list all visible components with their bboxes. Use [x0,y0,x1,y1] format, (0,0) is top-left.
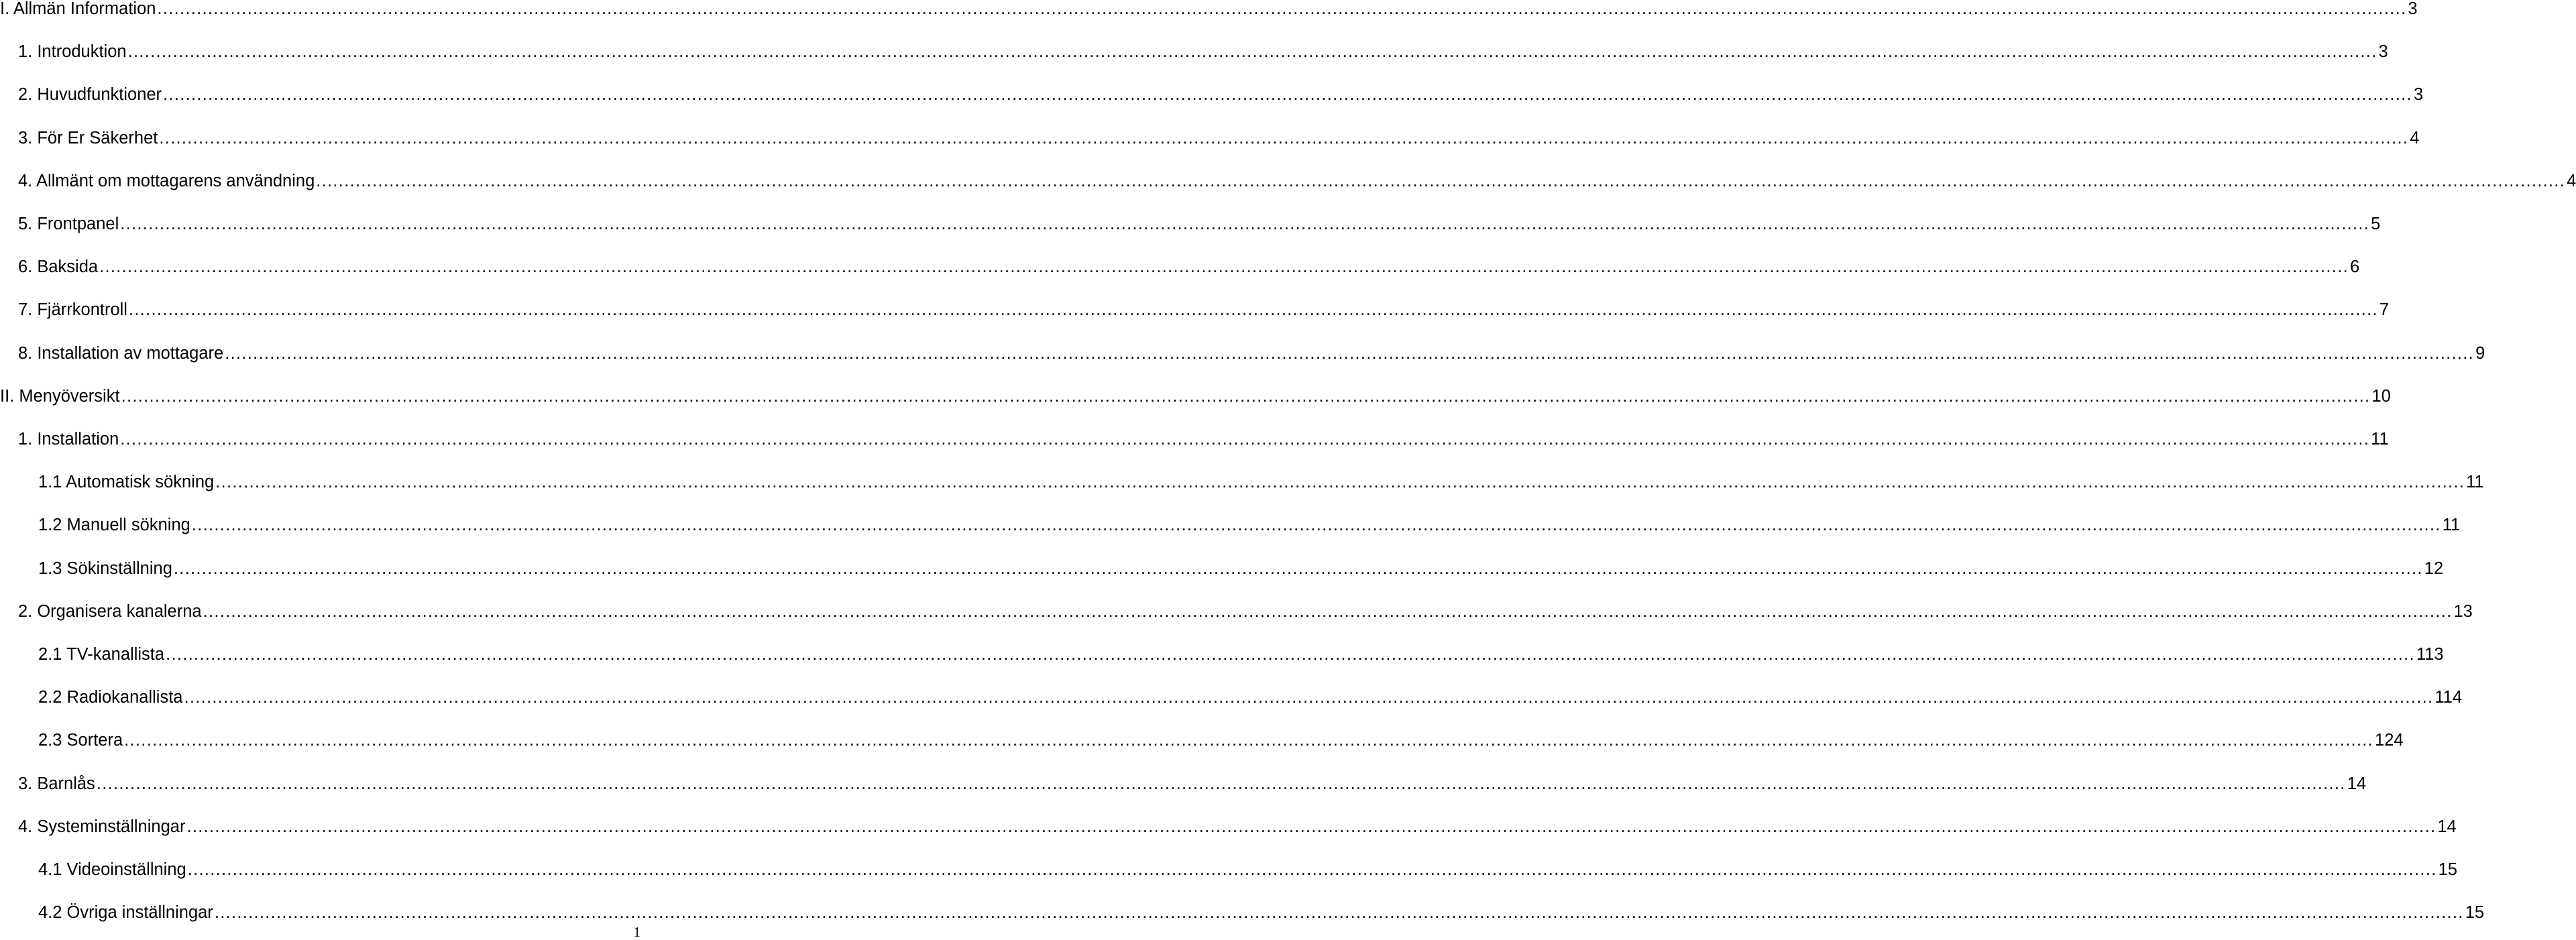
dot-leader: ................................................................................................................................................................................................................................................................................................................................................................................................................ [124,731,2374,750]
toc-entry-page: 10 [2371,386,2391,406]
toc-entry-page: 114 [2434,688,2463,707]
dot-leader: ................................................................................................................................................................................................................................................................................................................................................................................................................ [157,0,2407,18]
toc-entry-page: 11 [2442,516,2461,535]
toc-entry [18,255,2360,278]
toc-entry-page: 4 [2410,128,2420,148]
toc-entry-label: 2.2 Radiokanallista [38,688,183,707]
dot-leader: ................................................................................................................................................................................................................................................................................................................................................................................................................ [159,128,2409,148]
dot-leader: ................................................................................................................................................................................................................................................................................................................................................................................................................ [186,817,2437,836]
dot-leader: ................................................................................................................................................................................................................................................................................................................................................................................................................ [121,386,2371,406]
toc-entry [18,127,2420,150]
page-number: 1 [633,924,640,940]
toc-entry [18,815,2457,838]
toc-entry-page: 11 [2466,473,2484,492]
toc-entry-page: 12 [2424,559,2444,578]
toc-entry-label: 1.2 Manuell sökning [38,516,190,535]
dot-leader: ................................................................................................................................................................................................................................................................................................................................................................................................................ [173,559,2423,578]
toc-entry-page: 5 [2371,215,2381,233]
toc-entry-page: 113 [2416,645,2444,664]
dot-leader: ................................................................................................................................................................................................................................................................................................................................................................................................................ [128,300,2378,320]
toc-entry-page: 14 [2347,774,2367,793]
toc-entry-page: 13 [2453,601,2473,621]
toc-entry-label: 2.1 TV-kanallista [38,645,165,664]
toc-entry-label: 8. Installation av mottagare [18,343,224,363]
toc-entry-label: 3. Barnlås [18,774,95,793]
toc-entry [18,298,2390,321]
toc-entry [38,643,2444,666]
toc-entry [38,858,2457,881]
dot-leader: ................................................................................................................................................................................................................................................................................................................................................................................................................ [120,215,2370,233]
toc-entry-page: 14 [2437,817,2457,836]
dot-leader: ................................................................................................................................................................................................................................................................................................................................................................................................................ [184,688,2434,707]
toc-entry-label: I. Allmän Information [0,0,156,18]
toc-entry-label: 3. För Er Säkerhet [18,128,158,148]
dot-leader: ................................................................................................................................................................................................................................................................................................................................................................................................................ [166,645,2415,664]
toc-entry-label: 2. Huvudfunktioner [18,85,162,105]
dot-leader: ................................................................................................................................................................................................................................................................................................................................................................................................................ [214,903,2464,923]
toc-entry [18,83,2424,106]
toc-entry-label: 5. Frontpanel [18,215,119,233]
toc-entry-label: 4.2 Övriga inställningar [38,903,213,923]
dot-leader: ................................................................................................................................................................................................................................................................................................................................................................................................................ [316,171,2566,190]
toc-entry-page: 124 [2375,731,2404,750]
toc-entry-label: 1. Installation [18,430,119,449]
toc-entry-page: 15 [2438,860,2457,879]
toc-entry-page: 3 [2413,85,2424,105]
toc-entry-label: 4. Allmänt om mottagarens användning [18,171,315,190]
dot-leader: ................................................................................................................................................................................................................................................................................................................................................................................................................ [225,343,2475,363]
toc-entry-label: 4. Systeminställningar [18,817,186,836]
dot-leader: ................................................................................................................................................................................................................................................................................................................................................................................................................ [120,430,2370,449]
toc-entry-page: 3 [2408,0,2418,18]
toc-entry-page: 11 [2371,430,2389,449]
toc-entry [38,729,2404,752]
dot-leader: ................................................................................................................................................................................................................................................................................................................................................................................................................ [96,774,2346,793]
toc-entry-page: 7 [2379,300,2390,320]
toc-entry [18,170,2576,192]
toc-entry-page: 6 [2349,257,2360,277]
toc-entry [38,686,2463,709]
dot-leader: ................................................................................................................................................................................................................................................................................................................................................................................................................ [187,860,2437,879]
dot-leader: ................................................................................................................................................................................................................................................................................................................................................................................................................ [191,516,2441,535]
toc-entry [38,471,2484,493]
toc-entry-label: 6. Baksida [18,257,99,277]
toc-entry-label: 1.1 Automatisk sökning [38,473,215,492]
toc-entry [18,428,2389,451]
toc-entry [18,772,2367,795]
toc-entry-label: 2.3 Sortera [38,731,123,750]
toc-entry-label: 1.3 Sökinställning [38,559,172,578]
toc-entry [18,342,2485,365]
toc-entry-page: 3 [2378,42,2388,62]
toc-entry [18,600,2473,623]
toc-entry-label: 2. Organisera kanalerna [18,601,202,621]
dot-leader: ................................................................................................................................................................................................................................................................................................................................................................................................................ [127,42,2377,62]
toc-entry-label: II. Menyöversikt [0,386,120,406]
toc-entry [38,557,2444,580]
toc-entry [0,385,2391,408]
dot-leader: ................................................................................................................................................................................................................................................................................................................................................................................................................ [163,85,2412,105]
toc-entry-page: 9 [2475,343,2485,363]
toc-entry-page: 15 [2465,903,2485,923]
toc-entry-label: 1. Introduktion [18,42,127,62]
dot-leader: ................................................................................................................................................................................................................................................................................................................................................................................................................ [203,601,2453,621]
toc-entry-label: 4.1 Videoinställning [38,860,186,879]
toc-entry-page: 4 [2567,171,2576,190]
toc-entry [38,514,2461,536]
toc-entry [18,213,2381,235]
dot-leader: ................................................................................................................................................................................................................................................................................................................................................................................................................ [215,473,2465,492]
toc-entry [0,0,2418,20]
toc-entry-label: 7. Fjärrkontroll [18,300,127,320]
toc-entry [18,40,2388,63]
dot-leader: ................................................................................................................................................................................................................................................................................................................................................................................................................ [99,257,2349,277]
toc-entry [38,901,2485,924]
